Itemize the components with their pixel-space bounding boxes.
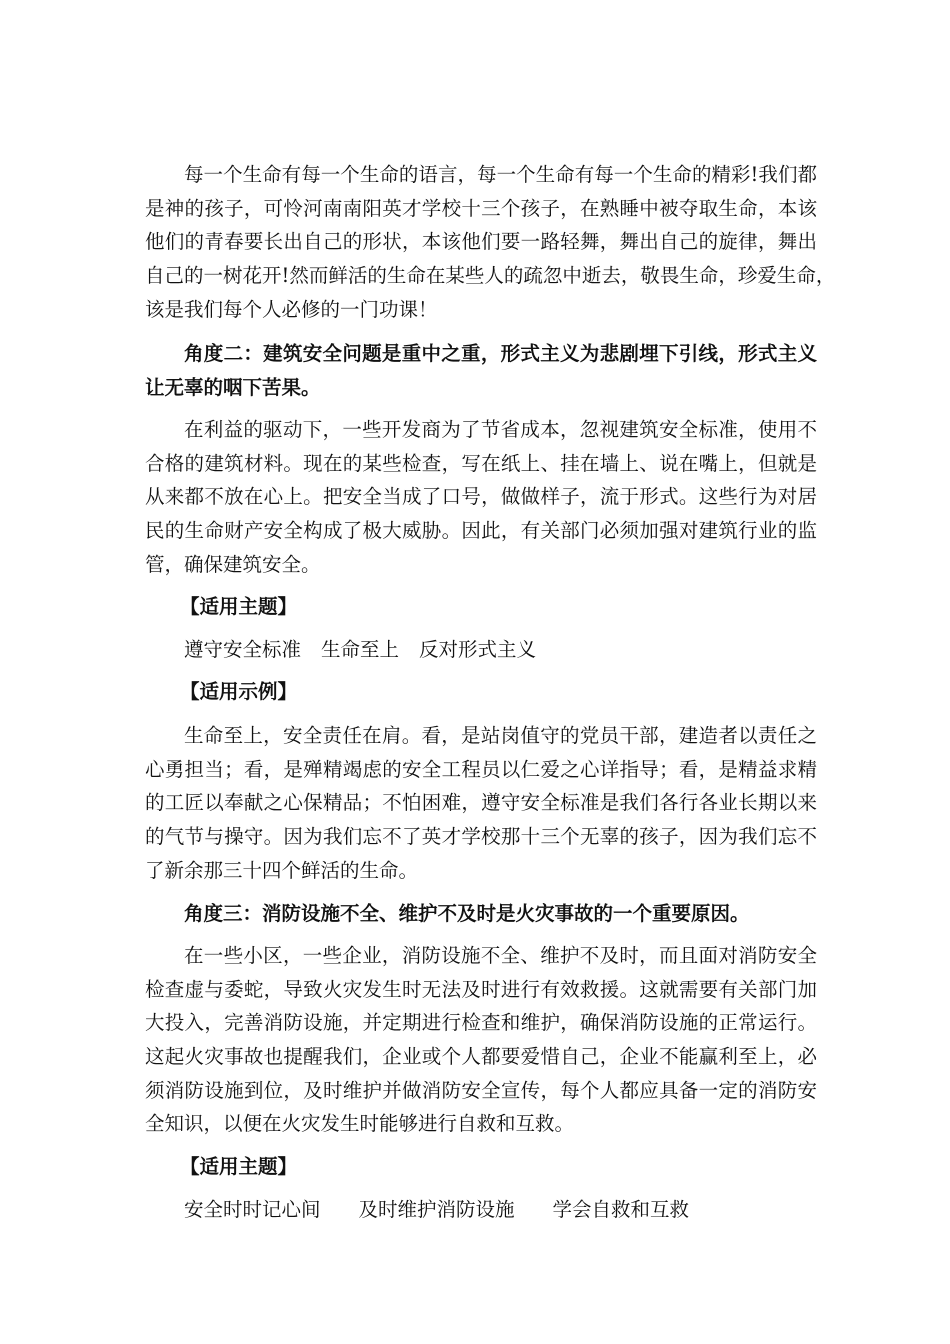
text-line: 从来都不放在心上。把安全当成了口号，做做样子，流于形式。这些行为对居 xyxy=(145,485,817,509)
themes-list-1 xyxy=(184,633,856,667)
theme-item: 反对形式主义 xyxy=(419,638,537,661)
text-line: 的气节与操守。因为我们忘不了英才学校那十三个无辜的孩子，因为我们忘不 xyxy=(145,825,817,849)
section-label-themes-2: 【适用主题】 xyxy=(180,1155,298,1178)
theme-item: 学会自救和互救 xyxy=(552,1198,690,1221)
text-line: 自己的一树花开!然而鲜活的生命在某些人的疏忽中逝去，敬畏生命，珍爱生命， xyxy=(145,264,836,288)
text-line: 这起火灾事故也提醒我们，企业或个人都要爱惜自己，企业不能赢利至上，必 xyxy=(145,1045,817,1069)
paragraph-intro xyxy=(145,158,836,326)
text-line: 角度二：建筑安全问题是重中之重，形式主义为悲剧埋下引线，形式主义 xyxy=(184,342,817,365)
theme-item: 安全时时记心间 xyxy=(184,1198,321,1221)
text-line: 是神的孩子，可怜河南南阳英才学校十三个孩子，在熟睡中被夺取生命，本该 xyxy=(145,196,817,220)
section-label-examples: 【适用示例】 xyxy=(180,680,298,703)
text-line: 大投入，完善消防设施，并定期进行检查和维护，确保消防设施的正常运行。 xyxy=(145,1011,817,1035)
text-line: 在利益的驱动下，一些开发商为了节省成本，忽视建筑安全标准，使用不 xyxy=(184,418,817,441)
text-line: 在一些小区，一些企业，消防设施不全、维护不及时，而且面对消防安全 xyxy=(184,944,817,967)
text-line: 心勇担当；看，是殚精竭虑的安全工程员以仁爱之心详指导；看，是精益求精 xyxy=(145,757,817,781)
text-line: 的工匠以奉献之心保精品；不怕困难，遵守安全标准是我们各行各业长期以来 xyxy=(145,791,817,815)
theme-item: 及时维护消防设施 xyxy=(358,1198,515,1221)
heading-angle-two xyxy=(145,337,817,404)
text-line: 生命至上，安全责任在肩。看，是站岗值守的党员干部，建造者以责任之 xyxy=(184,724,817,747)
themes-list-2 xyxy=(184,1193,856,1227)
paragraph-fire-safety xyxy=(145,939,817,1141)
text-line: 检查虚与委蛇，导致火灾发生时无法及时进行有效救援。这就需要有关部门加 xyxy=(145,977,817,1001)
paragraph-example xyxy=(145,719,817,887)
text-line: 他们的青春要长出自己的形状，本该他们要一路轻舞，舞出自己的旋律，舞出 xyxy=(145,230,817,254)
heading-angle-three xyxy=(145,897,817,931)
text-line: 每一个生命有每一个生命的语言，每一个生命有每一个生命的精彩!我们都 xyxy=(184,163,817,186)
text-line: 合格的建筑材料。现在的某些检查，写在纸上、挂在墙上、说在嘴上，但就是 xyxy=(145,451,817,475)
text-line: 民的生命财产安全构成了极大威胁。因此，有关部门必须加强对建筑行业的监 xyxy=(145,519,817,543)
text-line: 须消防设施到位，及时维护并做消防安全宣传，每个人都应具备一定的消防安 xyxy=(145,1078,817,1102)
paragraph-building-safety xyxy=(145,413,817,581)
text-line: 让无辜的咽下苦果。 xyxy=(145,375,321,399)
text-line: 该是我们每个人必修的一门功课！ xyxy=(145,297,438,321)
text-line: 全知识，以便在火灾发生时能够进行自救和互救。 xyxy=(145,1112,575,1136)
theme-item: 生命至上 xyxy=(321,638,400,661)
text-line: 了新余那三十四个鲜活的生命。 xyxy=(145,858,419,882)
section-label-themes: 【适用主题】 xyxy=(180,595,298,618)
theme-item: 遵守安全标准 xyxy=(184,638,302,661)
text-line: 角度三：消防设施不全、维护不及时是火灾事故的一个重要原因。 xyxy=(184,902,750,925)
text-line: 管，确保建筑安全。 xyxy=(145,552,321,576)
